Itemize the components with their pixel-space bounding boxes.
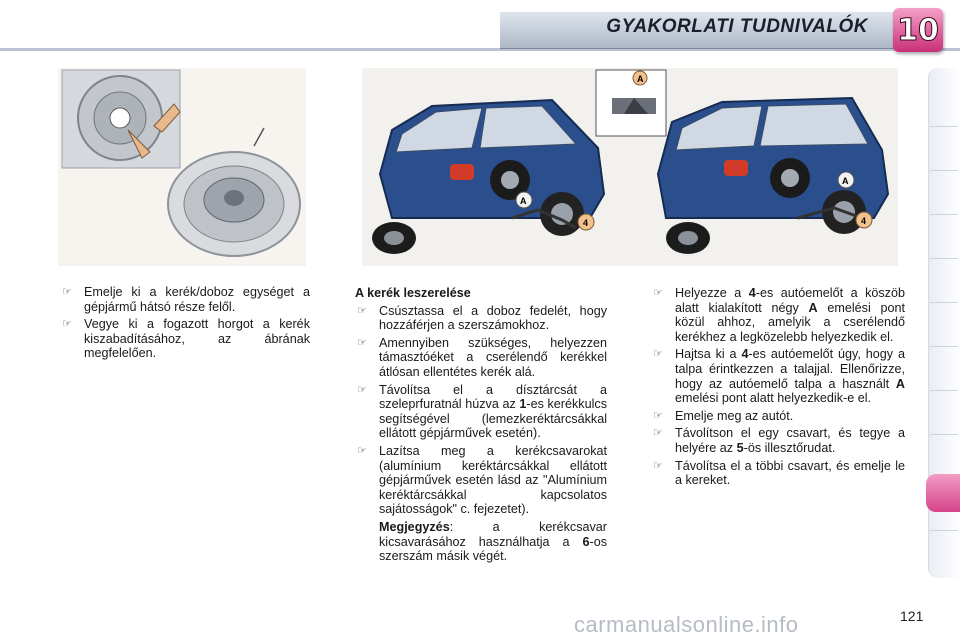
hand-pointer-icon: ☞ [653, 409, 663, 422]
list-item: ☞ Csúsztassa el a doboz fedelét, hogy hozzáférjen a szerszámokhoz. [357, 303, 607, 333]
jack-4-label-2: 4 [861, 216, 867, 226]
point-a-label-2: A [842, 176, 849, 186]
page-header [0, 0, 960, 58]
watermark: carmanualsonline.info [574, 612, 799, 637]
hand-pointer-icon: ☞ [653, 459, 663, 472]
hand-pointer-icon: ☞ [357, 444, 367, 457]
chapter-badge [893, 8, 943, 52]
column-3 [651, 286, 905, 491]
list-item: ☞ Távolítsa el a többi csavart, és emelje le a kereket. [653, 458, 905, 488]
car-jack-illustration [362, 68, 898, 266]
list-item: ☞ Távolítsa el a dísztárcsát a szeleprfuratnál húzva az 1-es kerékkulcs segítségével (lemezkeréktárcsákkal ellátott gépjárművek esetén). [357, 382, 607, 441]
tab-divider [930, 302, 958, 303]
column-2 [355, 286, 607, 564]
jack-4-label: 4 [583, 218, 589, 228]
point-a-label: A [520, 196, 527, 206]
section-title: GYAKORLATI TUDNIVALÓK [606, 16, 868, 37]
spare-wheel-illustration [58, 68, 306, 266]
page-number: 121 [900, 608, 924, 624]
car-jack-drawing [362, 68, 898, 266]
chapter-tab-active [926, 474, 960, 512]
tab-divider [930, 434, 958, 435]
list-item: ☞ Helyezze a 4-es autóemelőt a köszöb alatt kialakított négy A emelési pont közül ahhoz, amelyik a cserélendő kerékhez a legközelebb helyezkedik el. [653, 286, 905, 344]
tab-divider [930, 346, 958, 347]
list-item: ☞ Emelje meg az autót. [653, 408, 794, 423]
tab-divider [930, 170, 958, 171]
list-item: ☞ Hajtsa ki a 4-es autóemelőt úgy, hogy a talpa érintkezzen a talajjal. Ellenőrizze, hogy az autóemelő talpa a használt A emelési pont alatt helyezkedik-e el. [653, 347, 905, 406]
tab-divider [930, 390, 958, 391]
hand-pointer-icon: ☞ [653, 287, 663, 299]
hand-pointer-icon: ☞ [357, 383, 367, 396]
chapter-number: 10 [897, 12, 939, 48]
list-item: ☞ Amennyiben szükséges, helyezzen támasztóéket a cserélendő kerékkel átlósan ellentétes kerék alá. [357, 335, 607, 379]
section-heading: A kerék leszerelése [355, 286, 471, 300]
hand-pointer-icon: ☞ [357, 336, 367, 349]
tab-divider [930, 530, 958, 531]
tab-divider [930, 126, 958, 127]
hand-pointer-icon: ☞ [62, 318, 72, 331]
hand-pointer-icon: ☞ [653, 348, 663, 361]
spare-wheel-drawing [58, 68, 306, 266]
hand-pointer-icon: ☞ [357, 304, 367, 317]
hand-pointer-icon: ☞ [653, 427, 663, 440]
list-item: ☞ Vegye ki a fogazott horgot a kerék kiszabadításához, az ábrának megfelelően. [62, 317, 310, 361]
column-1 [60, 285, 310, 364]
list-item: ☞ Lazítsa meg a kerékcsavarokat (alumínium keréktárcsákkal ellátott gépjárművek esetén lásd az "Alumínium keréktárcsákkal kapcsolatos sajátosságok" c. fejezetet). [357, 443, 607, 517]
hand-pointer-icon: ☞ [62, 286, 72, 298]
tab-divider [930, 214, 958, 215]
inset-a-label: A [637, 74, 644, 84]
note-paragraph: Megjegyzés: a kerékcsavar kicsavarásához használhatja a 6-os szerszám másik végét. [379, 519, 607, 564]
list-item: ☞ Távolítson el egy csavart, és tegye a helyére az 5-ös illesztőrudat. [653, 426, 905, 455]
tab-divider [930, 258, 958, 259]
list-item: ☞ Emelje ki a kerék/doboz egységet a gépjármű hátsó része felől. [62, 285, 310, 314]
